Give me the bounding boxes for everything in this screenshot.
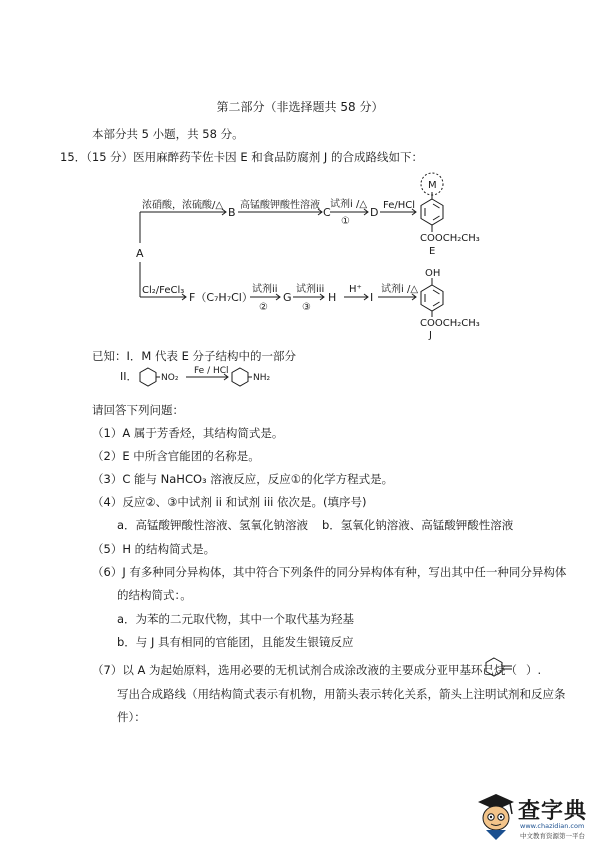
- part-6-line2: 的结构简式：。: [117, 588, 192, 602]
- part-4-option-b: b．氢氧化钠溶液、高锰酸钾酸性溶液: [322, 518, 514, 532]
- part-6-condition-a: a．为苯的二元取代物，其中一个取代基为羟基: [117, 612, 355, 626]
- ester-j: COOCH₂CH₃: [420, 318, 480, 329]
- roman-ii: II．: [120, 370, 138, 383]
- label-arrow-fg-bottom: ②: [259, 302, 268, 313]
- part-5: （5）H 的结构简式是。: [92, 542, 216, 556]
- group-no2: NO₂: [161, 373, 179, 383]
- compound-e: E: [429, 246, 436, 257]
- benzene-no2-ring: [140, 368, 156, 386]
- label-arrow-gh-bottom: ③: [302, 302, 311, 313]
- benzene-ring-e: [421, 199, 443, 225]
- label-arrow3-bottom: ①: [341, 216, 350, 227]
- compound-h: H: [328, 291, 337, 304]
- label-m: M: [428, 180, 437, 191]
- watermark-logo: [474, 788, 594, 844]
- label-arrow2-top: 高锰酸钾酸性溶液: [240, 200, 320, 211]
- part-3: （3）C 能与 NaHCO₃ 溶液反应，反应①的化学方程式是。: [92, 472, 394, 486]
- part-4: （4）反应②、③中试剂 ii 和试剂 iii 依次是。(填序号): [92, 495, 367, 509]
- part-7-line1-end: ）.: [526, 663, 542, 677]
- benzene-ring-j: [421, 285, 443, 311]
- known-reagent: Fe / HCl: [194, 366, 229, 376]
- label-arrow1-top: 浓硝酸，浓硫酸/△: [142, 200, 224, 211]
- brand-url: www.chazidian.com: [520, 822, 585, 830]
- part-7-line3: 件）：: [117, 710, 146, 724]
- section-title: 第二部分（非选择题共 58 分）: [216, 100, 384, 114]
- compound-d: D: [370, 206, 379, 219]
- label-arrow4-top: Fe/HCl: [383, 200, 416, 211]
- known-line1: 已知：I．M 代表 E 分子结构中的一部分: [92, 349, 297, 363]
- synthesis-scheme: [0, 0, 600, 340]
- compound-c: C: [323, 206, 331, 219]
- label-arrow-ij: 试剂i /△: [381, 284, 419, 295]
- compound-i: I: [370, 291, 374, 304]
- group-nh2: NH₂: [253, 373, 271, 383]
- compound-g: G: [283, 291, 292, 304]
- part-4-option-a: a．高锰酸钾酸性溶液、氢氧化钠溶液: [117, 518, 309, 532]
- label-arrow3-top: 试剂i /△: [330, 199, 368, 210]
- compound-a: A: [136, 247, 144, 260]
- label-arrow-af: Cl₂/FeCl₃: [142, 285, 185, 296]
- brand-tagline: 中文教育资源第一平台: [520, 832, 585, 840]
- compound-f: F（C₇H₇Cl）: [189, 291, 253, 304]
- answer-prompt: 请回答下列问题：: [92, 403, 184, 417]
- compound-j: J: [429, 330, 432, 340]
- methylenecyclohexane-structure: [482, 655, 524, 681]
- label-arrow-hi: H⁺: [349, 284, 362, 295]
- benzene-nh2-ring: [232, 368, 248, 386]
- label-arrow-gh-top: 试剂iii: [296, 284, 325, 295]
- part-1: （1）A 属于芳香烃，其结构简式是。: [92, 426, 284, 440]
- part-7-line2: 写出合成路线（用结构简式表示有机物，用箭头表示转化关系，箭头上注明试剂和反应条: [117, 687, 566, 701]
- question-intro: 15．（15 分）医用麻醉药苄佐卡因 E 和食品防腐剂 J 的合成路线如下：: [60, 150, 423, 164]
- mascot-icon: [474, 790, 518, 842]
- part-7-line1: （7）以 A 为起始原料，选用必要的无机试剂合成涂改液的主要成分亚甲基环己烷（: [92, 663, 517, 677]
- part-6-condition-b: b．与 J 具有相同的官能团，且能发生银镜反应: [117, 635, 354, 649]
- part-2: （2）E 中所含官能团的名称是。: [92, 449, 260, 463]
- compound-b: B: [228, 206, 236, 219]
- part-6: （6）J 有多种同分异构体，其中符合下列条件的同分异构体有种，写出其中任一种同分异构体: [92, 565, 567, 579]
- known-reaction-ii: [100, 364, 300, 388]
- ester-e: COOCH₂CH₃: [420, 233, 480, 244]
- section-subtitle: 本部分共 5 小题，共 58 分。: [92, 127, 244, 141]
- group-oh: OH: [425, 268, 441, 279]
- brand-name: 查字典: [518, 799, 588, 824]
- label-arrow-fg-top: 试剂ii: [252, 284, 278, 295]
